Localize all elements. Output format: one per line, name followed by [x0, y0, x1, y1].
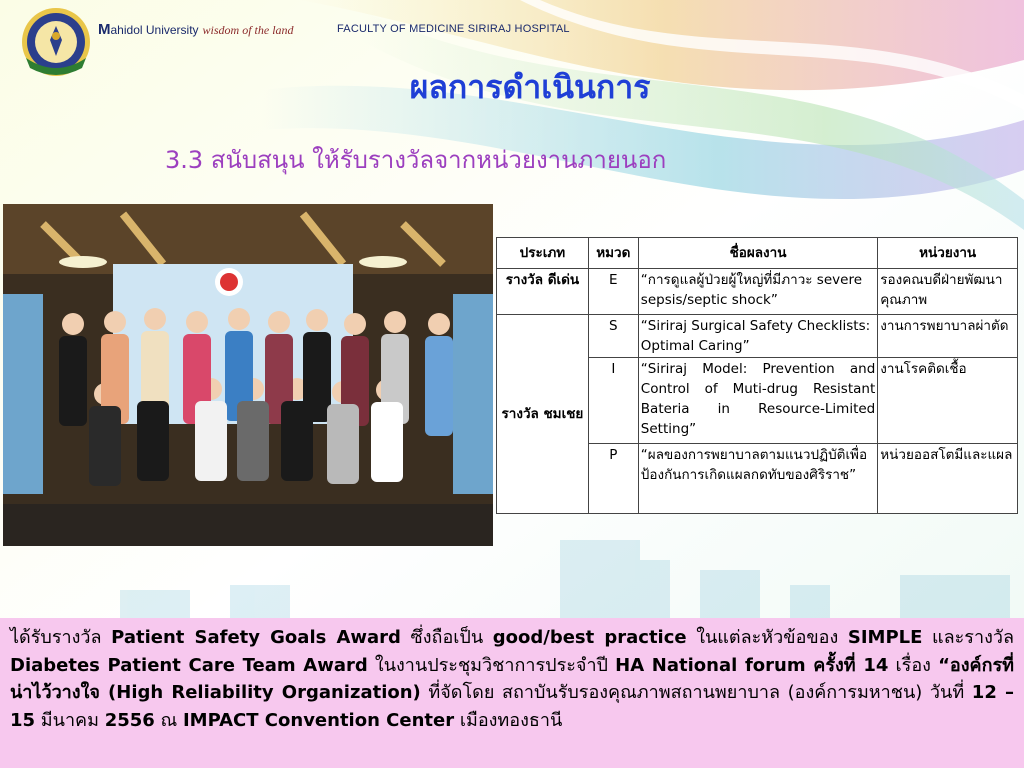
- category-code: E: [588, 269, 638, 315]
- work-title: “Siriraj Model: Prevention and Control of Muti-drug Resistant Bateria in Resource-Limited Setting”: [638, 358, 877, 444]
- unit-name: หน่วยออสโตมีและแผล: [878, 444, 1018, 514]
- summary-highlight: good/best practice: [492, 627, 687, 648]
- summary-text: ณ: [154, 709, 183, 731]
- summary-text: ในแต่ละหัวข้อของ: [686, 627, 848, 648]
- summary-highlight: IMPACT Convention Center: [182, 709, 455, 731]
- university-name: Mahidol University wisdom of the land: [98, 21, 294, 38]
- category-code: S: [588, 315, 638, 358]
- column-header-category: หมวด: [588, 238, 638, 269]
- slide-subtitle: 3.3 สนับสนุน ให้รับรางวัลจากหน่วยงานภายนอก: [165, 146, 667, 174]
- summary-text: มีนาคม: [35, 709, 105, 731]
- award-table: [496, 237, 1018, 514]
- table-header-row: [497, 238, 1018, 269]
- summary-text: เมืองทองธานี: [454, 709, 563, 731]
- column-header-type: ประเภท: [497, 238, 589, 269]
- summary-text: ในงานประชุมวิชาการประจำปี: [367, 654, 616, 676]
- summary-text: ได้รับรางวัล: [10, 627, 112, 648]
- category-code: P: [588, 444, 638, 514]
- work-title: “Siriraj Surgical Safety Checklists: Optimal Caring”: [638, 315, 877, 358]
- table-row: [497, 269, 1018, 315]
- faculty-name: FACULTY OF MEDICINE SIRIRAJ HOSPITAL: [337, 23, 570, 35]
- summary-highlight: SIMPLE: [847, 627, 923, 648]
- unit-name: งานโรคติดเชื้อ: [878, 358, 1018, 444]
- unit-name: รองคณบดีฝ่ายพัฒนาคุณภาพ: [878, 269, 1018, 315]
- column-header-work-title: ชื่อผลงาน: [638, 238, 877, 269]
- category-code: I: [588, 358, 638, 444]
- group-photo: [3, 204, 493, 546]
- summary-highlight: Patient Safety Goals Award: [111, 627, 401, 648]
- summary-text: ซึ่งถือเป็น: [400, 627, 493, 648]
- summary-highlight: “องค์กรที่น่าไว้วางใจ (High Reliability Organization): [10, 654, 1014, 703]
- column-header-unit: หน่วยงาน: [878, 238, 1018, 269]
- unit-name: งานการพยาบาลผ่าตัด: [878, 315, 1018, 358]
- table-row: [497, 315, 1018, 358]
- university-motto: wisdom of the land: [202, 23, 294, 37]
- work-title: “ผลของการพยาบาลตามแนวปฏิบัติเพื่อป้องกันการเกิดแผลกดทับของศิริราช”: [638, 444, 877, 514]
- summary-highlight: 2556: [104, 709, 155, 731]
- award-type-honorable: รางวัล ชมเชย: [497, 315, 589, 514]
- summary-highlight: Diabetes Patient Care Team Award: [10, 654, 368, 676]
- award-type-outstanding: รางวัล ดีเด่น: [497, 269, 589, 315]
- work-title: “การดูแลผู้ป่วยผู้ใหญ่ที่มีภาวะ severe sepsis/septic shock”: [638, 269, 877, 315]
- summary-highlight: 12 – 15: [10, 682, 1014, 731]
- summary-text: เรื่อง: [888, 654, 939, 676]
- summary-text-box: [0, 618, 1024, 768]
- summary-text: และรางวัล: [922, 627, 1015, 648]
- summary-text: ที่จัดโดย สถาบันรับรองคุณภาพสถานพยาบาล (องค์การมหาชน) วันที่: [420, 682, 972, 703]
- slide-title: ผลการดำเนินการ: [409, 68, 651, 106]
- summary-highlight: HA National forum ครั้งที่ 14: [615, 654, 889, 676]
